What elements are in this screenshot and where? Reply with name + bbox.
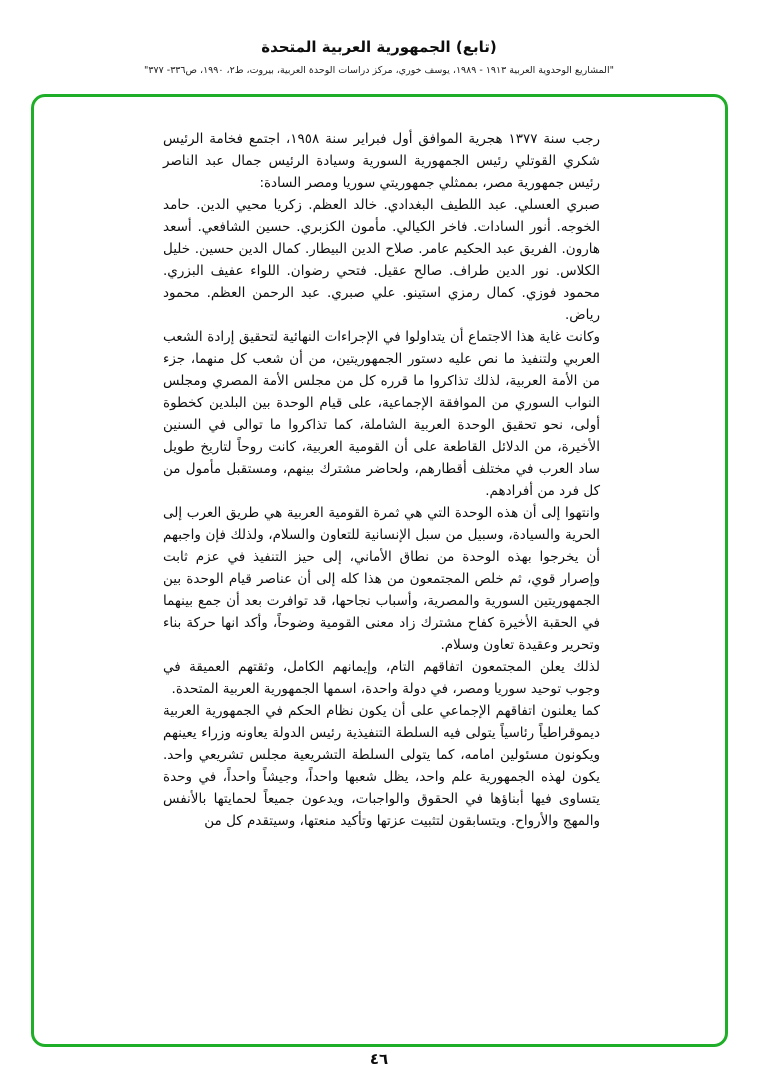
paragraph-opening: رجب سنة ١٣٧٧ هجرية الموافق أول فبراير سنة ١٩٥٨، اجتمع فخامة الرئيس شكري القوتلي رئيس الجمهورية السورية وسيادة الرئيس جمال عبد الناصر رئيس جمهورية مصر، بممثلي جمهوريتي سوريا ومصر السادة: bbox=[163, 131, 601, 191]
paragraph-unity-conclusion: وانتهوا إلى أن هذه الوحدة التي هي ثمرة القومية العربية هي طريق العرب إلى الحرية والسيادة، وسبيل من سبل الإنسانية للتعاون والسلام، ولذلك فإن واجبهم أن يخرجوا بهذه الوحدة من نطاق الأماني، إلى حيز التنفيذ في عزم ثابت وإصرار قوي، ثم خلص المجتمعون من هذا كله إلى أن عناصر قيام الوحدة بين الجمهوريتين السورية والمصرية، وأسباب نجاحها، قد توافرت بعد أن جمع بينهما في الحقبة الأخيرة كفاح مشترك زاد معنى القومية وضوحاً، وأكد انها حركة بناء وتحرير وعقيدة تعاون وسلام. bbox=[163, 505, 600, 653]
page-title: (تابع) الجمهورية العربية المتحدة bbox=[261, 38, 497, 56]
page-header bbox=[0, 38, 758, 76]
paragraph-government-system: كما يعلنون اتفاقهم الإجماعي على أن يكون نظام الحكم في الجمهورية العربية ديموقراطياً رئاسياً يتولى فيه السلطة التنفيذية رئيس الدولة يعاونه وزراء يعينهم ويكونون مسئولين امامه، كما يتولى السلطة التشريعية مجلس تشريعي واحد. يكون لهذه الجمهورية علم واحد، يظل شعبها واحداً، وجيشاً واحداً، في وحدة يتساوى فيها أبناؤها في الحقوق والواجبات، ويدعون جميعاً لحمايتها بالأنفس والمهج والأرواح. ويتسابقون لتثبيت عزتها وتأكيد منعتها، وسيتقدم كل من bbox=[163, 703, 600, 829]
document-body bbox=[163, 128, 600, 832]
paragraph-delegates-names: صبري العسلي. عبد اللطيف البغدادي. خالد العظم. زكريا محيي الدين. حامد الخوجه. أنور السادات. فاخر الكيالي. مأمون الكزبري. حسين الشافعي. أسعد هارون. الفريق عبد الحكيم عامر. صلاح الدين البيطار. كمال الدين حسين. خليل الكلاس. نور الدين طراف. صالح عقيل. فتحي رضوان. اللواء عفيف البزري. محمود فوزي. كمال رمزي استينو. علي صبري. عبد الرحمن العظم. محمود رياض. bbox=[163, 197, 600, 323]
paragraph-meeting-purpose: وكانت غاية هذا الاجتماع أن يتداولوا في الإجراءات النهائية لتحقيق إرادة الشعب العربي ولتنفيذ ما نص عليه دستور الجمهوريتين، من أن شعب كل منهما، جزء من الأمة العربية، لذلك تذاكروا ما قرره كل من مجلس الأمة المصري ومجلس النواب السوري من الموافقة الإجماعية، على قيام الوحدة بين البلدين كخطوة أولى، نحو تحقيق الوحدة العربية الشاملة، كما تذاكروا ما توالى في السنين الأخيرة، من الدلائل القاطعة على أن القومية العربية، كانت روحاً لتاريخ طويل ساد العرب في مختلف أقطارهم، ولحاضر مشترك بينهم، ومستقبل مأمول من كل فرد من أفرادهم. bbox=[163, 329, 600, 499]
page-number: ٤٦ bbox=[369, 1050, 389, 1068]
paragraph-declaration: لذلك يعلن المجتمعون اتفاقهم التام، وإيمانهم الكامل، وثقتهم العميقة في وجوب توحيد سوريا ومصر، في دولة واحدة، اسمها الجمهورية العربية المتحدة. bbox=[163, 659, 600, 697]
source-citation: "المشاريع الوحدوية العربية ١٩١٣ - ١٩٨٩، يوسف خوري، مركز دراسات الوحدة العربية، بيروت، ط٢، ١٩٩٠، ص٣٣٦- ٣٧٧" bbox=[144, 65, 614, 76]
